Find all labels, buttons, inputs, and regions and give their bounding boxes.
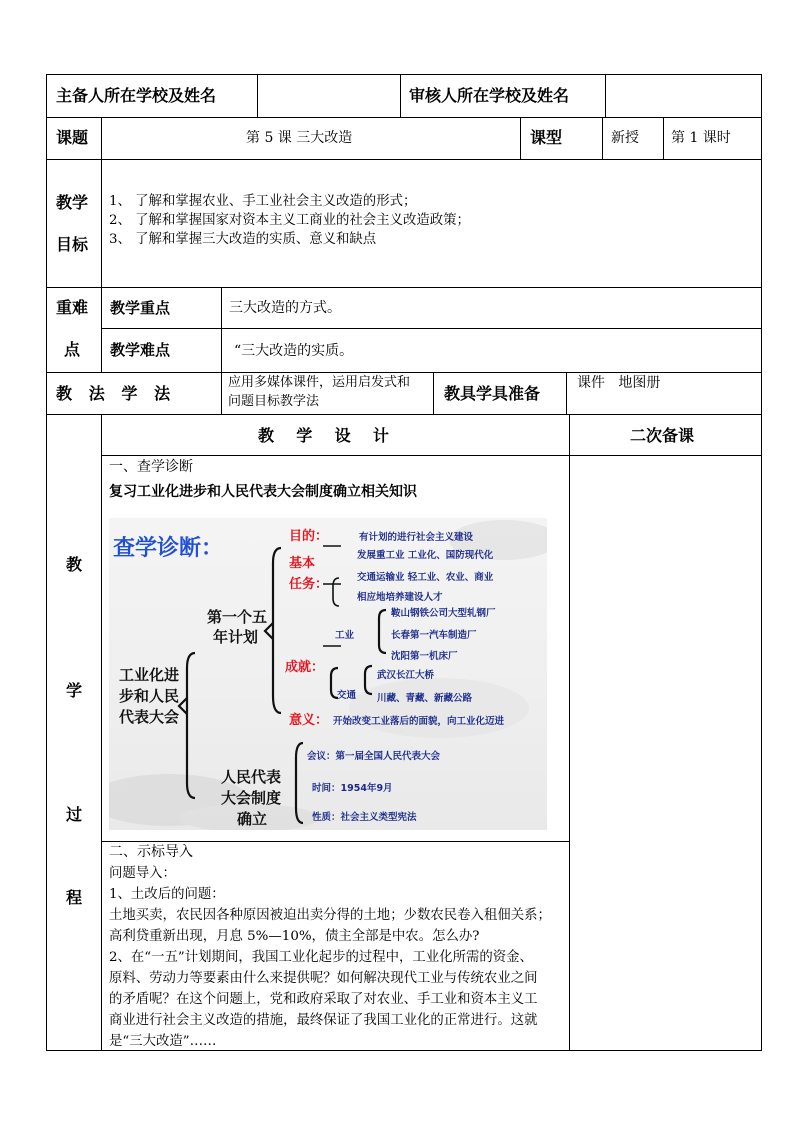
design-header: 教 学 设 计 xyxy=(258,426,389,445)
col-divider xyxy=(257,74,258,117)
diagram-transport-label: 交通 xyxy=(337,690,357,701)
col-divider xyxy=(605,74,606,117)
section2-line: 商业进行社会主义改造的措施，最终保证了我国工业化的正常进行。这就 xyxy=(109,1013,538,1028)
row-divider xyxy=(46,159,762,160)
diagram-npc-line: 大会制度 xyxy=(221,789,282,807)
diagram-title: 查学诊断： xyxy=(113,536,224,561)
section2-title: 二、示标导入 xyxy=(109,844,193,860)
tools-value: 课件 地图册 xyxy=(577,375,661,391)
col-divider xyxy=(221,287,222,372)
diagram-transport-item: 武汉长江大桥 xyxy=(377,670,435,681)
diagram-root-line: 代表大会 xyxy=(119,708,180,726)
process-side-label: 学 xyxy=(66,681,83,700)
diagram-industry-label: 工业 xyxy=(335,630,355,641)
diagram-industry-item: 长春第一汽车制造厂 xyxy=(391,630,477,641)
diagram-industry-item: 鞍山钢铁公司大型轧钢厂 xyxy=(391,608,496,619)
row-divider xyxy=(46,117,762,118)
process-side-label: 程 xyxy=(66,888,83,907)
objective-item: 1、 了解和掌握农业、手工业社会主义改造的形式； xyxy=(109,194,417,209)
section2-line: 的矛盾呢？在这个问题上，党和政府采取了对农业、手工业和资本主义工 xyxy=(109,992,538,1007)
topic-label: 课题 xyxy=(56,128,89,147)
objectives-list xyxy=(109,192,470,249)
diagram-transport-item: 川藏、青藏、新藏公路 xyxy=(377,693,473,704)
table-border-top xyxy=(46,74,762,75)
section2-line: 高利贷重新出现，月息 5%—10%，债主全部是中农。怎么办? xyxy=(109,929,480,944)
col-divider xyxy=(663,117,664,159)
difficult-point-value: “三大改造的实质。 xyxy=(234,343,354,359)
methods-value-line: 应用多媒体课件，运用启发式和 xyxy=(228,375,411,390)
section2-line: 土地买卖，农民因各种原因被迫出卖分得的土地；少数农民卷入租佃关系； xyxy=(109,908,551,923)
col-divider xyxy=(400,74,401,117)
diagram-task-label: 基本 xyxy=(289,556,316,571)
second-prep-header: 二次备课 xyxy=(630,426,695,445)
lesson-type-value: 新授 xyxy=(611,130,639,146)
process-side-label: 教 xyxy=(66,555,83,574)
diagram-result-label: 成就： xyxy=(285,660,325,675)
row-divider xyxy=(46,414,762,415)
objectives-label: 教学 xyxy=(56,193,89,212)
section1-title: 一、查学诊断 xyxy=(109,459,193,475)
diagram-meaning-label: 意义： xyxy=(289,713,329,728)
diagram-npc-line: 人民代表 xyxy=(221,768,282,786)
objectives-label: 目标 xyxy=(56,235,89,254)
key-point-label: 教学重点 xyxy=(110,299,171,317)
section2-body xyxy=(109,863,551,1052)
reviewer-label: 审核人所在学校及姓名 xyxy=(409,86,570,105)
diagram-task-item: 发展重工业 工业化、国防现代化 xyxy=(357,550,494,561)
knowledge-map-figure xyxy=(109,518,547,830)
lesson-period: 第 1 课时 xyxy=(671,130,731,146)
section2-line: 是“三大改造”…… xyxy=(109,1034,217,1049)
methods-label: 教 法 学 法 xyxy=(56,384,171,403)
diagram-industry-item: 沈阳第一机床厂 xyxy=(391,651,458,662)
section2-line: 原料、劳动力等要素由什么来提供呢？如何解决现代工业与传统农业之间 xyxy=(109,971,538,986)
col-divider xyxy=(221,372,222,414)
section2-line: 2、在“一五”计划期间，我国工业化起步的过程中，工业化所需的资金、 xyxy=(109,950,533,965)
key-point-value: 三大改造的方式。 xyxy=(229,300,341,316)
diagram-task-item: 交通运输业 轻工业、农业、商业 xyxy=(357,572,494,583)
table-border-right xyxy=(761,74,762,1050)
lesson-type-label: 课型 xyxy=(530,128,563,147)
diagram-root-line: 步和人民 xyxy=(119,687,180,705)
diagram-goal-label: 目的： xyxy=(289,529,329,544)
col-divider xyxy=(602,117,603,159)
preparer-label: 主备人所在学校及姓名 xyxy=(56,86,217,105)
col-divider xyxy=(101,117,102,372)
focus-label: 点 xyxy=(64,340,81,359)
col-divider xyxy=(520,117,521,159)
col-divider xyxy=(101,414,102,1050)
row-divider xyxy=(101,841,569,842)
tools-label: 教具学具准备 xyxy=(444,384,541,403)
difficult-point-label: 教学难点 xyxy=(110,341,171,359)
diagram-plan-line: 年计划 xyxy=(213,628,259,646)
objective-item: 2、 了解和掌握国家对资本主义工商业的社会主义改造政策； xyxy=(109,213,470,228)
section2-line: 问题导入： xyxy=(109,866,176,881)
diagram-npc-item: 性质：社会主义类型宪法 xyxy=(312,812,417,823)
objective-item: 3、 了解和掌握三大改造的实质、意义和缺点 xyxy=(109,232,377,247)
process-side-label: 过 xyxy=(66,805,83,824)
diagram-plan-line: 第一个五 xyxy=(207,608,268,626)
diagram-npc-item: 会议：第一届全国人民代表大会 xyxy=(307,751,441,762)
row-divider xyxy=(101,455,762,456)
col-divider xyxy=(566,372,567,414)
diagram-goal-text: 有计划的进行社会主义建设 xyxy=(359,532,474,543)
topic-value: 第 5 课 三大改造 xyxy=(246,130,353,146)
table-border-left xyxy=(46,74,47,1050)
diagram-root-line: 工业化进 xyxy=(119,666,180,684)
diagram-task-label: 任务： xyxy=(289,577,329,592)
diagram-npc-item: 时间：1954年9月 xyxy=(312,783,393,794)
methods-value-line: 问题目标教学法 xyxy=(228,394,320,409)
section1-subtitle: 复习工业化进步和人民代表大会制度确立相关知识 xyxy=(109,484,417,500)
focus-label: 重难 xyxy=(56,298,89,317)
diagram-task-item: 相应地培养建设人才 xyxy=(357,592,443,603)
diagram-meaning-text: 开始改变工业落后的面貌，向工业化迈进 xyxy=(333,716,505,727)
col-divider xyxy=(569,414,570,1050)
diagram-npc-line: 确立 xyxy=(237,810,268,828)
section2-line: 1、土改后的问题： xyxy=(109,887,225,902)
col-divider xyxy=(433,372,434,414)
row-divider xyxy=(46,372,762,373)
row-divider xyxy=(46,287,762,288)
row-divider xyxy=(101,328,762,329)
